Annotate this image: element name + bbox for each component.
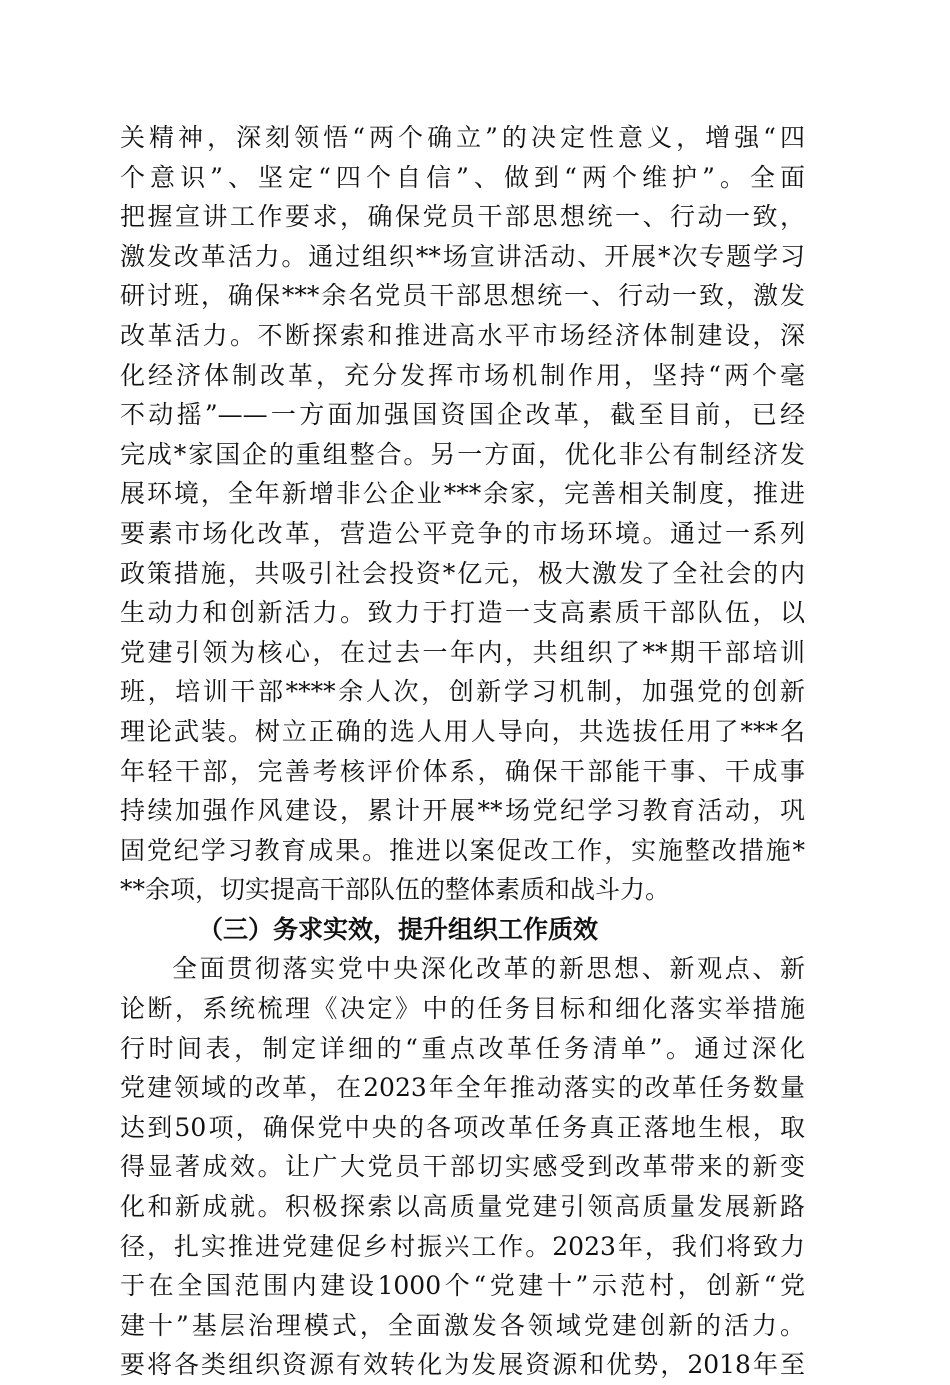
text-line: 固党纪学习教育成果。推进以案促改工作，实施整改措施* bbox=[120, 835, 805, 865]
text-line: 不动摇”——一方面加强国资国企改革，截至目前，已经 bbox=[120, 400, 805, 430]
document-page bbox=[120, 118, 805, 1385]
text-line: 持续加强作风建设，累计开展**场党纪学习教育活动，巩 bbox=[120, 796, 805, 826]
text-line: 年轻干部，完善考核评价体系，确保干部能干事、干成事 bbox=[120, 756, 805, 786]
text-line: 行时间表，制定详细的“重点改革任务清单”。通过深化 bbox=[120, 1033, 805, 1063]
text-line: 把握宣讲工作要求，确保党员干部思想统一、行动一致， bbox=[120, 202, 805, 232]
text-line: 建十”基层治理模式，全面激发各领域党建创新的活力。 bbox=[120, 1310, 805, 1340]
text-line: 要素市场化改革，营造公平竞争的市场环境。通过一系列 bbox=[120, 518, 805, 548]
text-line: 研讨班，确保***余名党员干部思想统一、行动一致，激发 bbox=[120, 281, 805, 311]
text-line: 要将各类组织资源有效转化为发展资源和优势，2018年至 bbox=[120, 1350, 805, 1380]
text-line: 班，培训干部****余人次，创新学习机制，加强党的创新 bbox=[120, 677, 805, 707]
text-line: 党建领域的改革，在2023年全年推动落实的改革任务数量 bbox=[120, 1073, 805, 1103]
text-line: 个意识”、坚定“四个自信”、做到“两个维护”。全面 bbox=[120, 162, 805, 192]
text-line: 改革活力。不断探索和推进高水平市场经济体制建设，深 bbox=[120, 320, 805, 350]
paragraph-2 bbox=[120, 949, 805, 1385]
text-line: 理论武装。树立正确的选人用人导向，共选拔任用了***名 bbox=[120, 716, 805, 746]
text-line: 化和新成就。积极探索以高质量党建引领高质量发展新路 bbox=[120, 1192, 805, 1222]
text-line: 达到50项，确保党中央的各项改革任务真正落地生根，取 bbox=[120, 1112, 805, 1142]
text-line: 激发改革活力。通过组织**场宣讲活动、开展*次专题学习 bbox=[120, 241, 805, 271]
text-line: 得显著成效。让广大党员干部切实感受到改革带来的新变 bbox=[120, 1152, 805, 1182]
text-line: 生动力和创新活力。致力于打造一支高素质干部队伍，以 bbox=[120, 598, 805, 628]
text-line: 径，扎实推进党建促乡村振兴工作。2023年，我们将致力 bbox=[120, 1231, 805, 1261]
text-line: 全面贯彻落实党中央深化改革的新思想、新观点、新 bbox=[172, 954, 805, 984]
section-heading: （三）务求实效，提升组织工作质效 bbox=[198, 914, 599, 944]
text-line: 展环境，全年新增非公企业***余家，完善相关制度，推进 bbox=[120, 479, 805, 509]
paragraph-1 bbox=[120, 118, 805, 910]
text-line: **余项，切实提高干部队伍的整体素质和战斗力。 bbox=[120, 875, 671, 905]
text-line: 化经济体制改革，充分发挥市场机制作用，坚持“两个毫 bbox=[120, 360, 805, 390]
text-line: 党建引领为核心，在过去一年内，共组织了**期干部培训 bbox=[120, 637, 805, 667]
text-line: 论断，系统梳理《决定》中的任务目标和细化落实举措施 bbox=[120, 994, 805, 1024]
text-line: 完成*家国企的重组整合。另一方面，优化非公有制经济发 bbox=[120, 439, 805, 469]
text-line: 政策措施，共吸引社会投资*亿元，极大激发了全社会的内 bbox=[120, 558, 805, 588]
text-line: 关精神，深刻领悟“两个确立”的决定性意义，增强“四 bbox=[120, 123, 805, 152]
text-line: 于在全国范围内建设1000个“党建十”示范村，创新“党 bbox=[120, 1271, 805, 1301]
